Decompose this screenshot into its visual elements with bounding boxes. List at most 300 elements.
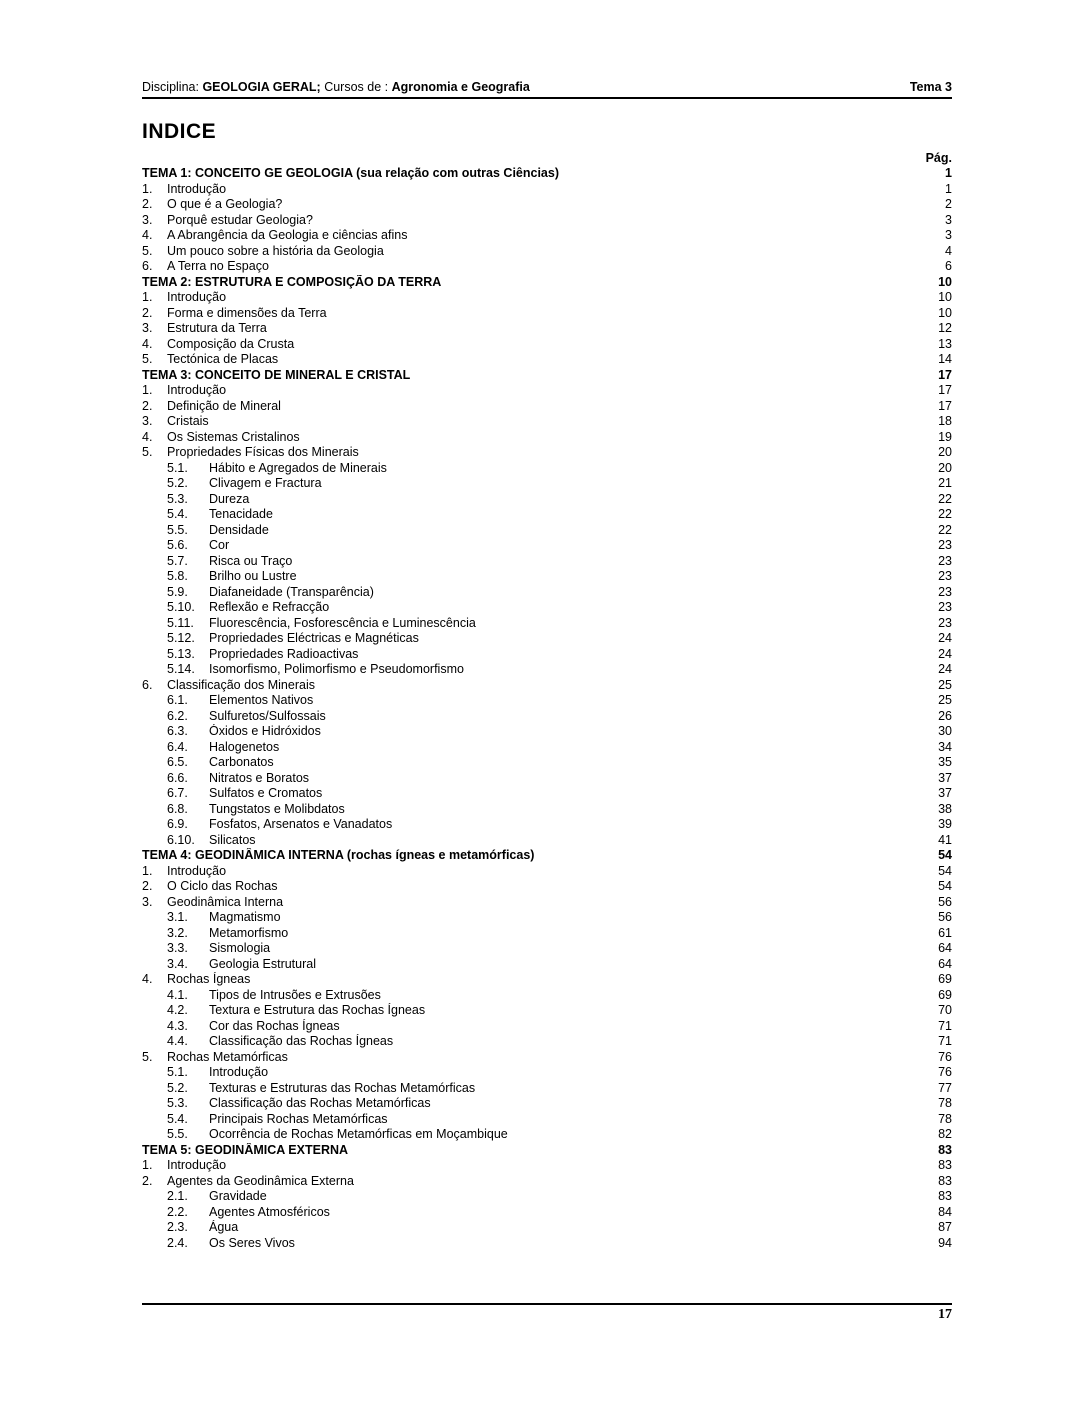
toc-item-row bbox=[142, 569, 952, 585]
toc-item-number: 5.14. bbox=[167, 662, 195, 676]
toc-item-number: 3.1. bbox=[167, 910, 188, 924]
toc-entry-text bbox=[167, 957, 922, 973]
header-cursos-label: Cursos de : bbox=[320, 80, 392, 94]
toc-entry-text bbox=[142, 337, 922, 353]
toc-item-page: 41 bbox=[938, 832, 952, 847]
toc-item-row bbox=[142, 259, 952, 275]
toc-item-row bbox=[142, 1127, 952, 1143]
toc-item-page: 4 bbox=[945, 243, 952, 258]
toc-item-number: 5.2. bbox=[167, 1080, 188, 1095]
toc-entry-text bbox=[167, 1236, 922, 1252]
toc-entry-text bbox=[167, 569, 922, 585]
footer-page-number: 17 bbox=[938, 1307, 952, 1322]
toc-item-label: Introdução bbox=[167, 863, 227, 878]
toc-item-label: Sulfuretos/Sulfossais bbox=[209, 708, 326, 723]
toc-item-page: 61 bbox=[938, 925, 952, 940]
toc-item-number: 6.1. bbox=[167, 693, 188, 707]
toc-item-row bbox=[142, 290, 952, 306]
toc-item-page: 39 bbox=[938, 817, 952, 831]
toc-item-row bbox=[142, 228, 952, 244]
toc-item-number: 1. bbox=[142, 1158, 153, 1172]
toc-item-row bbox=[142, 1220, 952, 1236]
toc-item-number: 1. bbox=[142, 863, 153, 878]
toc-item-page: 54 bbox=[938, 848, 952, 862]
toc-item-number: 4.3. bbox=[167, 1018, 188, 1033]
page-footer bbox=[142, 1303, 952, 1323]
toc-entry-text bbox=[142, 430, 922, 446]
toc-item-page: 54 bbox=[938, 879, 952, 893]
toc-item-row bbox=[142, 879, 952, 895]
toc-item-label: Hábito e Agregados de Minerais bbox=[209, 460, 387, 475]
toc-item-number: 4. bbox=[142, 429, 153, 444]
toc-entry-text bbox=[167, 771, 922, 787]
toc-item-page: 56 bbox=[938, 910, 952, 924]
toc-entry-text bbox=[167, 817, 922, 833]
toc-item-row bbox=[142, 600, 952, 616]
toc-item-number: 1. bbox=[142, 181, 153, 196]
toc-item-number: 2. bbox=[142, 305, 153, 320]
toc-item-number: 6.9. bbox=[167, 817, 188, 831]
toc-item-page: 69 bbox=[938, 987, 952, 1002]
toc-item-row bbox=[142, 910, 952, 926]
toc-entry-text bbox=[167, 1205, 922, 1221]
toc-entry-text bbox=[167, 724, 922, 740]
toc-item-label: Agentes da Geodinâmica Externa bbox=[167, 1173, 354, 1188]
toc-entry-text bbox=[167, 538, 922, 554]
toc-item-row bbox=[142, 306, 952, 322]
toc-item-number: 5. bbox=[142, 1049, 153, 1064]
toc-item-number: 6.8. bbox=[167, 801, 188, 816]
toc-item-page: 22 bbox=[938, 491, 952, 506]
toc-item-label: Tungstatos e Molibdatos bbox=[209, 801, 345, 816]
toc-entry-text bbox=[142, 244, 922, 260]
toc-item-page: 22 bbox=[938, 522, 952, 537]
toc-entry-text bbox=[142, 1050, 922, 1066]
toc-entry-text bbox=[167, 833, 922, 849]
toc-item-label: Magmatismo bbox=[209, 910, 281, 924]
toc-entry-text bbox=[167, 616, 922, 632]
toc-item-page: 23 bbox=[938, 569, 952, 583]
toc-item-number: 5.6. bbox=[167, 538, 188, 552]
toc-entry-text bbox=[142, 259, 922, 275]
toc-item-label: Geodinâmica Interna bbox=[167, 894, 284, 909]
table-of-contents bbox=[142, 166, 952, 1251]
toc-entry-text bbox=[167, 647, 922, 663]
toc-item-page: 1 bbox=[945, 166, 952, 180]
toc-item-label: A Terra no Espaço bbox=[167, 259, 269, 273]
toc-item-label: Dureza bbox=[209, 491, 250, 506]
toc-item-page: 94 bbox=[938, 1235, 952, 1250]
toc-entry-text bbox=[142, 321, 922, 337]
toc-item-label: Clivagem e Fractura bbox=[209, 476, 322, 490]
toc-item-label: Óxidos e Hidróxidos bbox=[209, 724, 321, 738]
toc-item-row bbox=[142, 647, 952, 663]
toc-entry-text bbox=[167, 1220, 922, 1236]
toc-item-page: 38 bbox=[938, 801, 952, 816]
toc-item-number: 4.2. bbox=[167, 1003, 188, 1017]
toc-item-label: Metamorfismo bbox=[209, 925, 289, 940]
toc-item-number: 5.5. bbox=[167, 522, 188, 537]
toc-item-page: 3 bbox=[945, 228, 952, 242]
toc-item-page: 71 bbox=[938, 1018, 952, 1033]
toc-item-label: Texturas e Estruturas das Rochas Metamórficas bbox=[209, 1080, 476, 1095]
toc-item-row bbox=[142, 1050, 952, 1066]
toc-theme-row bbox=[142, 1143, 952, 1159]
toc-entry-text bbox=[142, 1174, 922, 1190]
toc-item-number: 2. bbox=[142, 1173, 153, 1188]
toc-item-row bbox=[142, 244, 952, 260]
toc-item-page: 71 bbox=[938, 1034, 952, 1048]
toc-item-page: 24 bbox=[938, 662, 952, 676]
toc-entry-text bbox=[167, 1034, 922, 1050]
toc-item-number: 5.13. bbox=[167, 646, 195, 661]
toc-item-page: 56 bbox=[938, 894, 952, 909]
toc-item-page: 17 bbox=[938, 367, 952, 382]
toc-item-page: 82 bbox=[938, 1127, 952, 1141]
toc-item-label: Fosfatos, Arsenatos e Vanadatos bbox=[209, 817, 393, 831]
toc-item-page: 69 bbox=[938, 972, 952, 986]
toc-entry-text bbox=[142, 275, 922, 291]
toc-item-number: 4.1. bbox=[167, 987, 188, 1002]
toc-item-number: 5.7. bbox=[167, 553, 188, 568]
toc-item-row bbox=[142, 1065, 952, 1081]
header-course-info bbox=[142, 80, 530, 94]
toc-item-page: 10 bbox=[938, 274, 952, 289]
toc-theme-row bbox=[142, 848, 952, 864]
toc-item-row bbox=[142, 507, 952, 523]
toc-item-number: 5.11. bbox=[167, 615, 194, 630]
toc-item-page: 2 bbox=[945, 197, 952, 211]
toc-entry-text bbox=[142, 414, 922, 430]
toc-item-page: 10 bbox=[938, 305, 952, 320]
toc-item-number: 3.4. bbox=[167, 956, 188, 971]
toc-item-label: Rochas Ígneas bbox=[167, 972, 251, 986]
toc-entry-text bbox=[142, 1143, 922, 1159]
toc-item-label: Principais Rochas Metamórficas bbox=[209, 1111, 388, 1126]
toc-entry-text bbox=[167, 461, 922, 477]
toc-item-page: 34 bbox=[938, 739, 952, 754]
toc-item-label: Cristais bbox=[167, 414, 209, 428]
toc-item-label: Nitratos e Boratos bbox=[209, 770, 310, 785]
toc-item-row bbox=[142, 430, 952, 446]
page-content bbox=[142, 0, 952, 1251]
toc-item-number: 5.9. bbox=[167, 584, 188, 599]
toc-item-row bbox=[142, 662, 952, 678]
toc-item-label: Composição da Crusta bbox=[167, 336, 295, 351]
toc-item-page: 70 bbox=[938, 1003, 952, 1017]
toc-item-row bbox=[142, 461, 952, 477]
toc-item-label: Introdução bbox=[167, 383, 227, 397]
toc-item-row bbox=[142, 1003, 952, 1019]
toc-item-label: Introdução bbox=[167, 181, 227, 196]
toc-item-number: 2. bbox=[142, 879, 153, 893]
toc-item-label: Halogenetos bbox=[209, 739, 280, 754]
toc-item-label: A Abrangência da Geologia e ciências afins bbox=[167, 228, 408, 242]
toc-item-row bbox=[142, 786, 952, 802]
page-column-label: Pág. bbox=[925, 151, 952, 165]
toc-item-row bbox=[142, 1096, 952, 1112]
toc-item-number: 6.2. bbox=[167, 708, 188, 723]
toc-item-number: 5. bbox=[142, 445, 153, 459]
toc-item-row bbox=[142, 740, 952, 756]
toc-item-number: 6.4. bbox=[167, 739, 188, 754]
toc-item-number: 4. bbox=[142, 972, 153, 986]
toc-item-row bbox=[142, 988, 952, 1004]
toc-entry-text bbox=[167, 523, 922, 539]
toc-item-page: 23 bbox=[938, 615, 952, 630]
toc-item-page: 83 bbox=[938, 1142, 952, 1157]
header-disciplina-label: Disciplina: bbox=[142, 80, 203, 94]
toc-entry-text bbox=[142, 213, 922, 229]
toc-item-label: Um pouco sobre a história da Geologia bbox=[167, 243, 384, 258]
toc-item-label: Tenacidade bbox=[209, 507, 273, 521]
toc-item-label: Sulfatos e Cromatos bbox=[209, 786, 323, 800]
toc-item-label: Os Seres Vivos bbox=[209, 1235, 295, 1250]
toc-item-label: Textura e Estrutura das Rochas Ígneas bbox=[209, 1003, 426, 1017]
toc-entry-text bbox=[167, 802, 922, 818]
toc-item-row bbox=[142, 957, 952, 973]
toc-entry-text bbox=[167, 507, 922, 523]
header-tema-label: Tema 3 bbox=[909, 80, 952, 94]
toc-entry-text bbox=[167, 554, 922, 570]
toc-entry-text bbox=[142, 972, 922, 988]
toc-entry-text bbox=[142, 166, 922, 182]
toc-item-row bbox=[142, 492, 952, 508]
toc-item-page: 30 bbox=[938, 724, 952, 738]
toc-item-row bbox=[142, 399, 952, 415]
toc-item-number: 5.5. bbox=[167, 1127, 188, 1141]
toc-item-label: Sismologia bbox=[209, 941, 271, 955]
toc-entry-text bbox=[142, 228, 922, 244]
toc-item-label: Estrutura da Terra bbox=[167, 321, 267, 335]
page-header bbox=[142, 80, 952, 99]
toc-item-row bbox=[142, 476, 952, 492]
toc-entry-text bbox=[167, 926, 922, 942]
toc-entry-text bbox=[167, 988, 922, 1004]
toc-item-page: 23 bbox=[938, 600, 952, 614]
toc-item-row bbox=[142, 1174, 952, 1190]
toc-item-row bbox=[142, 1205, 952, 1221]
toc-item-row bbox=[142, 585, 952, 601]
toc-item-page: 64 bbox=[938, 956, 952, 971]
toc-entry-text bbox=[142, 352, 922, 368]
toc-entry-text bbox=[167, 693, 922, 709]
toc-item-number: 5.10. bbox=[167, 600, 195, 614]
toc-entry-text bbox=[167, 662, 922, 678]
toc-item-page: 54 bbox=[938, 863, 952, 878]
toc-entry-text bbox=[167, 1189, 922, 1205]
toc-item-number: 5. bbox=[142, 352, 153, 366]
toc-item-label: Risca ou Traço bbox=[209, 553, 293, 568]
toc-item-label: TEMA 5: GEODINÂMICA EXTERNA bbox=[142, 1142, 349, 1157]
toc-item-page: 25 bbox=[938, 677, 952, 692]
toc-item-page: 64 bbox=[938, 941, 952, 955]
toc-item-number: 2.4. bbox=[167, 1235, 188, 1250]
toc-item-page: 3 bbox=[945, 212, 952, 227]
toc-item-number: 6.7. bbox=[167, 786, 188, 800]
toc-item-row bbox=[142, 895, 952, 911]
toc-item-row bbox=[142, 755, 952, 771]
toc-item-row bbox=[142, 817, 952, 833]
toc-item-page: 87 bbox=[938, 1220, 952, 1234]
toc-item-row bbox=[142, 213, 952, 229]
toc-entry-text bbox=[142, 848, 922, 864]
toc-item-label: Diafaneidade (Transparência) bbox=[209, 584, 374, 599]
toc-item-page: 12 bbox=[938, 321, 952, 335]
toc-theme-row bbox=[142, 166, 952, 182]
toc-entry-text bbox=[167, 1112, 922, 1128]
toc-item-row bbox=[142, 554, 952, 570]
toc-item-label: TEMA 4: GEODINÂMICA INTERNA (rochas ígneas e metamórficas) bbox=[142, 848, 535, 862]
toc-item-number: 5.1. bbox=[167, 1065, 188, 1079]
toc-item-number: 2. bbox=[142, 197, 153, 211]
toc-item-label: Classificação dos Minerais bbox=[167, 677, 315, 692]
toc-item-row bbox=[142, 709, 952, 725]
toc-item-label: Densidade bbox=[209, 522, 269, 537]
toc-item-row bbox=[142, 337, 952, 353]
toc-item-number: 3. bbox=[142, 321, 153, 335]
toc-item-label: Introdução bbox=[167, 1158, 227, 1172]
toc-item-page: 19 bbox=[938, 429, 952, 444]
toc-entry-text bbox=[167, 1019, 922, 1035]
toc-item-page: 14 bbox=[938, 352, 952, 366]
toc-item-label: Tectónica de Placas bbox=[167, 352, 279, 366]
toc-entry-text bbox=[142, 368, 922, 384]
toc-entry-text bbox=[167, 492, 922, 508]
toc-item-row bbox=[142, 631, 952, 647]
toc-item-page: 17 bbox=[938, 398, 952, 413]
toc-item-number: 5.12. bbox=[167, 631, 195, 645]
toc-item-page: 83 bbox=[938, 1158, 952, 1172]
toc-item-label: Forma e dimensões da Terra bbox=[167, 305, 327, 320]
toc-entry-text bbox=[167, 910, 922, 926]
toc-item-label: Agentes Atmosféricos bbox=[209, 1204, 330, 1219]
toc-item-row bbox=[142, 1019, 952, 1035]
toc-item-page: 20 bbox=[938, 460, 952, 475]
toc-item-label: Cor bbox=[209, 538, 230, 552]
toc-item-label: O Ciclo das Rochas bbox=[167, 879, 278, 893]
toc-entry-text bbox=[142, 182, 922, 198]
toc-entry-text bbox=[167, 585, 922, 601]
toc-item-number: 5.4. bbox=[167, 1111, 188, 1126]
toc-item-label: Propriedades Radioactivas bbox=[209, 646, 359, 661]
toc-item-row bbox=[142, 1112, 952, 1128]
toc-item-page: 13 bbox=[938, 336, 952, 351]
toc-item-page: 17 bbox=[938, 383, 952, 397]
toc-item-row bbox=[142, 1081, 952, 1097]
toc-item-label: Definição de Mineral bbox=[167, 398, 281, 413]
toc-item-label: Rochas Metamórficas bbox=[167, 1049, 288, 1064]
toc-entry-text bbox=[142, 445, 922, 461]
toc-entry-text bbox=[142, 864, 922, 880]
toc-item-label: Isomorfismo, Polimorfismo e Pseudomorfismo bbox=[209, 662, 464, 676]
toc-item-page: 37 bbox=[938, 786, 952, 800]
toc-item-page: 78 bbox=[938, 1111, 952, 1126]
toc-item-row bbox=[142, 864, 952, 880]
page-title: INDICE bbox=[142, 120, 217, 143]
toc-item-row bbox=[142, 383, 952, 399]
toc-theme-row bbox=[142, 275, 952, 291]
toc-item-page: 18 bbox=[938, 414, 952, 428]
toc-item-row bbox=[142, 523, 952, 539]
toc-item-number: 4. bbox=[142, 336, 153, 351]
toc-item-row bbox=[142, 538, 952, 554]
toc-item-number: 6.5. bbox=[167, 755, 188, 769]
toc-item-label: Porquê estudar Geologia? bbox=[167, 212, 313, 227]
toc-item-row bbox=[142, 616, 952, 632]
toc-item-label: Cor das Rochas Ígneas bbox=[209, 1018, 340, 1033]
toc-item-number: 6. bbox=[142, 677, 153, 692]
toc-item-number: 3. bbox=[142, 894, 153, 909]
toc-item-number: 3.2. bbox=[167, 925, 188, 940]
toc-item-row bbox=[142, 1158, 952, 1174]
toc-item-number: 3. bbox=[142, 212, 153, 227]
toc-entry-text bbox=[142, 879, 922, 895]
toc-entry-text bbox=[167, 786, 922, 802]
toc-item-page: 23 bbox=[938, 584, 952, 599]
toc-item-row bbox=[142, 182, 952, 198]
header-disciplina-value: GEOLOGIA GERAL; bbox=[202, 80, 321, 94]
toc-item-row bbox=[142, 833, 952, 849]
toc-item-label: Elementos Nativos bbox=[209, 693, 314, 707]
toc-item-label: Classificação das Rochas Ígneas bbox=[209, 1034, 394, 1048]
toc-entry-text bbox=[167, 755, 922, 771]
toc-item-number: 5.2. bbox=[167, 476, 188, 490]
toc-item-number: 6. bbox=[142, 259, 153, 273]
toc-item-row bbox=[142, 197, 952, 213]
toc-entry-text bbox=[142, 197, 922, 213]
toc-item-label: Gravidade bbox=[209, 1189, 267, 1203]
toc-item-row bbox=[142, 771, 952, 787]
toc-item-row bbox=[142, 1189, 952, 1205]
toc-item-label: Introdução bbox=[167, 290, 227, 304]
toc-item-page: 78 bbox=[938, 1096, 952, 1110]
header-cursos-value: Agronomia e Geografia bbox=[391, 80, 530, 94]
toc-item-label: Carbonatos bbox=[209, 755, 274, 769]
toc-item-label: Classificação das Rochas Metamórficas bbox=[209, 1096, 431, 1110]
toc-item-row bbox=[142, 724, 952, 740]
toc-entry-text bbox=[142, 306, 922, 322]
toc-item-number: 2.2. bbox=[167, 1204, 188, 1219]
toc-item-label: Reflexão e Refracção bbox=[209, 600, 330, 614]
toc-item-label: TEMA 3: CONCEITO DE MINERAL E CRISTAL bbox=[142, 367, 411, 382]
toc-item-number: 2.1. bbox=[167, 1189, 188, 1203]
toc-item-number: 5.3. bbox=[167, 491, 188, 506]
toc-item-row bbox=[142, 1034, 952, 1050]
toc-item-row bbox=[142, 802, 952, 818]
toc-item-page: 23 bbox=[938, 538, 952, 552]
toc-item-row bbox=[142, 445, 952, 461]
toc-item-label: TEMA 2: ESTRUTURA E COMPOSIÇÃO DA TERRA bbox=[142, 274, 442, 289]
toc-item-page: 76 bbox=[938, 1049, 952, 1064]
toc-item-number: 4. bbox=[142, 228, 153, 242]
toc-entry-text bbox=[167, 1065, 922, 1081]
toc-item-row bbox=[142, 941, 952, 957]
toc-item-label: Introdução bbox=[209, 1065, 269, 1079]
toc-item-page: 23 bbox=[938, 553, 952, 568]
toc-entry-text bbox=[167, 1081, 922, 1097]
toc-item-label: O que é a Geologia? bbox=[167, 197, 283, 211]
toc-entry-text bbox=[167, 631, 922, 647]
toc-item-page: 83 bbox=[938, 1189, 952, 1203]
toc-item-page: 76 bbox=[938, 1065, 952, 1079]
toc-item-number: 3. bbox=[142, 414, 153, 428]
toc-item-page: 84 bbox=[938, 1204, 952, 1219]
toc-item-number: 5.4. bbox=[167, 507, 188, 521]
toc-entry-text bbox=[167, 941, 922, 957]
toc-item-number: 5.1. bbox=[167, 460, 188, 475]
toc-item-page: 10 bbox=[938, 290, 952, 304]
